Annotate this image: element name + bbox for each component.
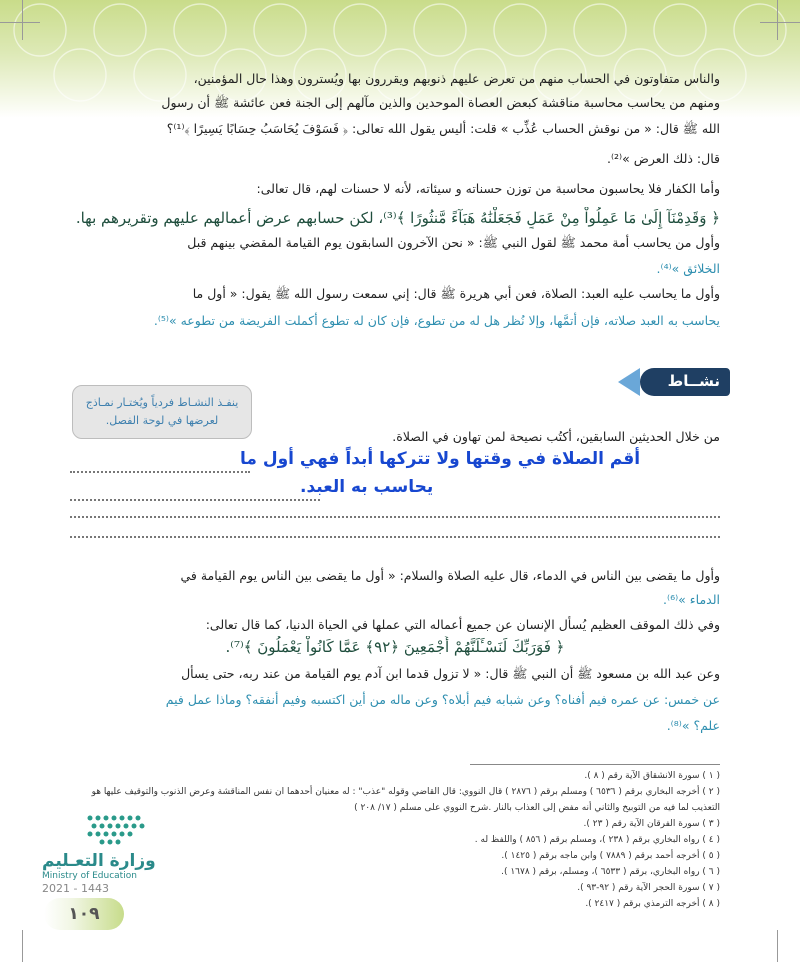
quran-verse: ﴿ وَقَدِمْنَآ إِلَىٰ مَا عَمِلُواْ مِنْ عَمَلٍ فَجَعَلْنَٰهُ هَبَآءً مَّنثُورًا ﴾⁽³⁾، لكن حسابهم عرض أعمالهم عليهم وتقريرهم بها. (75, 209, 720, 227)
crop-mark (0, 22, 40, 23)
footnote: ( ٣ ) سورة الفرقان الآية رقم ( ٢٣ ). (583, 819, 720, 829)
page-number: ١٠٩ (44, 898, 124, 930)
paragraph-line: وأول من يحاسب أمة محمد ﷺ لقول النبي ﷺ: « نحن الآخرون السابقون يوم القيامة المقضي بينهم قبل (187, 235, 720, 250)
arrow-icon (618, 368, 640, 396)
handwritten-answer[interactable]: يحاسب به العبد. (300, 477, 434, 497)
paragraph-line: وعن عبد الله بن مسعود ﷺ أن النبي ﷺ قال: « لا تزول قدما ابن آدم يوم القيامة من عند ربه، حتى يسأل (181, 666, 720, 681)
crop-mark (777, 0, 778, 40)
activity-label: نشــاط (667, 372, 720, 390)
crop-mark (22, 0, 23, 40)
footnote: ( ٧ ) سورة الحجر الآية رقم ( ٩٢-٩٣ ). (577, 883, 720, 893)
paragraph-line: الله ﷺ قال: « من نوقش الحساب عُذِّب » قلت: أليس يقول الله تعالى: ﴿ فَسَوْفَ يُحَاسَبُ حِسَابًا يَسِيرًا ﴾⁽¹⁾؟ (166, 121, 720, 136)
paragraph-line: وأما الكفار فلا يحاسبون محاسبة من توزن حسناته و سيئاته، لأنه لا حسنات لهم، قال تعالى: (256, 181, 720, 196)
crop-mark (22, 930, 23, 962)
paragraph-line: الخلائق »⁽⁴⁾. (656, 261, 720, 276)
paragraph-line: وأول ما يحاسب عليه العبد: الصلاة، فعن أبي هريرة ﷺ قال: إني سمعت رسول الله ﷺ يقول: « أول ما (192, 286, 720, 301)
paragraph-line: والناس متفاوتون في الحساب منهم من تعرض عليهم ذنوبهم ويقررون بها ويُسترون وهذا حال المؤمنين، (193, 71, 720, 86)
answer-line[interactable] (70, 535, 720, 538)
paragraph-line: الدماء »⁽⁶⁾. (663, 592, 720, 607)
handwritten-answer[interactable]: أقم الصلاة في وقتها ولا تتركها أبداً فهي أول ما (240, 449, 641, 469)
crop-mark (777, 930, 778, 962)
paragraph-line: وفي ذلك الموقف العظيم يُسأل الإنسان عن جميع أعماله التي عملها في الحياة الدنيا، كما قال تعالى: (205, 617, 720, 632)
footnote: التعذيب لما فيه من التوبيخ والثاني أنه مفض إلى العذاب بالنار .شرح النووي على مسلم ( ١٧/ ٢٠٨ ) (354, 803, 720, 813)
paragraph-line: عن خمس: عن عمره فيم أفناه؟ وعن شبابه فيم أبلاه؟ وعن ماله من أين اكتسبه وفيم أنفقه؟ وماذا عمل فيم (165, 692, 720, 707)
quran-verse: ﴿ فَوَرَبِّكَ لَنَسْـَٔلَنَّهُمْ أَجْمَعِينَ ﴿٩٢﴾ عَمَّا كَانُواْ يَعْمَلُونَ ﴾⁽⁷⁾. (225, 638, 565, 656)
answer-line[interactable] (70, 470, 250, 473)
activity-tab (640, 368, 730, 396)
footnote: ( ٢ ) أخرجه البخاري برقم ( ٦٥٣٦ ) ومسلم برقم ( ٢٨٧٦ ) قال النووي: قال القاضي وقوله "عذب" : له معنيان أحدهما ان نفس المناقشة وعرض الذنوب والتوقيف عليها هو (91, 787, 720, 797)
footnote: ( ٨ ) أخرجه الترمذي برقم ( ٢٤١٧ ). (585, 899, 720, 909)
paragraph-line: علم؟ »⁽⁸⁾. (666, 718, 720, 733)
paragraph-line: قال: ذلك العرض »⁽²⁾. (606, 151, 720, 166)
answer-line[interactable] (70, 515, 720, 518)
footnote: ( ٥ ) أخرجه أحمد برقم ( ٧٨٨٩ ) وابن ماجه برقم ( ١٤٢٥ ). (501, 851, 720, 861)
footnote-separator (470, 764, 720, 765)
footnote: ( ٦ ) رواه البخاري، برقم ( ٦٥٣٣ )، ومسلم، برقم ( ١٦٧٨ ). (501, 867, 720, 877)
footnote: ( ١ ) سورة الانشقاق الآية رقم ( ٨ ). (584, 771, 720, 781)
footnote: ( ٤ ) رواه البخاري برقم ( ٢٣٨ )، ومسلم برقم ( ٨٥٦ ) واللفظ له . (474, 835, 720, 845)
paragraph-line: وأول ما يقضى بين الناس في الدماء، قال عليه الصلاة والسلام: « أول ما يقضى بين الناس يوم القيامة في (180, 568, 720, 583)
paragraph-line: يحاسب به العبد صلاته، فإن أتمَّها، وإلا نُظر هل له من تطوع، فإن كان له تطوع أكملت الفريضة من تطوعه »⁽⁵⁾. (153, 313, 720, 328)
activity-tip: ينفـذ النشـاط فردياً ويُختـار نمـاذج لعرضها في لوحة الفصل. (72, 385, 252, 439)
ministry-logo-icon (84, 812, 154, 848)
activity-prompt: من خلال الحديثين السابقين، أكتُب نصيحة لمن تهاون في الصلاة. (392, 429, 720, 444)
paragraph-line: ومنهم من يحاسب محاسبة مناقشة كبعض العصاة الموحدين والذين مآلهم إلى الجنة فعن عائشة ﷺ أن رسول (161, 95, 720, 110)
crop-mark (760, 22, 800, 23)
ministry-name-english: Ministry of Education (42, 871, 137, 881)
answer-line[interactable] (70, 498, 320, 501)
edition-year: 2021 - 1443 (42, 882, 109, 895)
ministry-name-arabic: وزارة التعـليم (42, 851, 156, 871)
